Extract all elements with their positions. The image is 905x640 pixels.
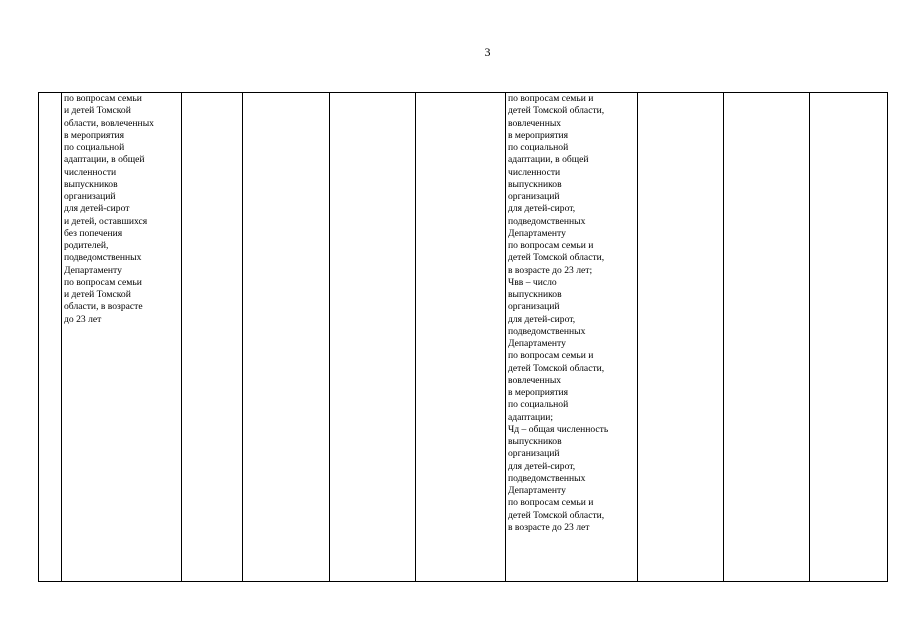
document-table-container bbox=[38, 92, 887, 582]
table-cell-5 bbox=[330, 93, 416, 582]
document-table bbox=[38, 92, 888, 582]
table-cell-6 bbox=[416, 93, 506, 582]
table-cell-3 bbox=[182, 93, 243, 582]
cell-text: по вопросам семьи и детей Томской области, вовлеченных в мероприятия по социальной адаптации, в общей численности выпускников организаций для детей-сирот, подведомственных Департаменту по вопросам семьи и детей Томской области, в возрасте до 23 лет; Чвв – число выпускников организаций для детей-сирот, подведомственных Департаменту по вопросам семьи и детей Томской области, вовлеченных в мероприятия по социальной адаптации; Чд – общая численность выпускников организаций для детей-сирот, подведомственных Департаменту по вопросам семьи и детей Томской области, в возрасте до 23 лет bbox=[508, 93, 609, 533]
cell-text: по вопросам семьи и детей Томской области, вовлеченных в мероприятия по социальной адаптации, в общей численности выпускников организаций для детей-сирот и детей, оставшихся без попечения родителей, подведомственных Департаменту по вопросам семьи и детей Томской области, в возрасте до 23 лет bbox=[64, 93, 154, 325]
table-cell-9 bbox=[724, 93, 810, 582]
table-cell-calculation-method bbox=[506, 93, 638, 582]
table-cell-4 bbox=[243, 93, 330, 582]
table-cell-indicator-name bbox=[62, 93, 182, 582]
page-number: 3 bbox=[484, 45, 491, 59]
table-cell-1 bbox=[39, 93, 62, 582]
table-row bbox=[39, 93, 888, 582]
table-cell-8 bbox=[638, 93, 724, 582]
table-cell-10 bbox=[810, 93, 888, 582]
